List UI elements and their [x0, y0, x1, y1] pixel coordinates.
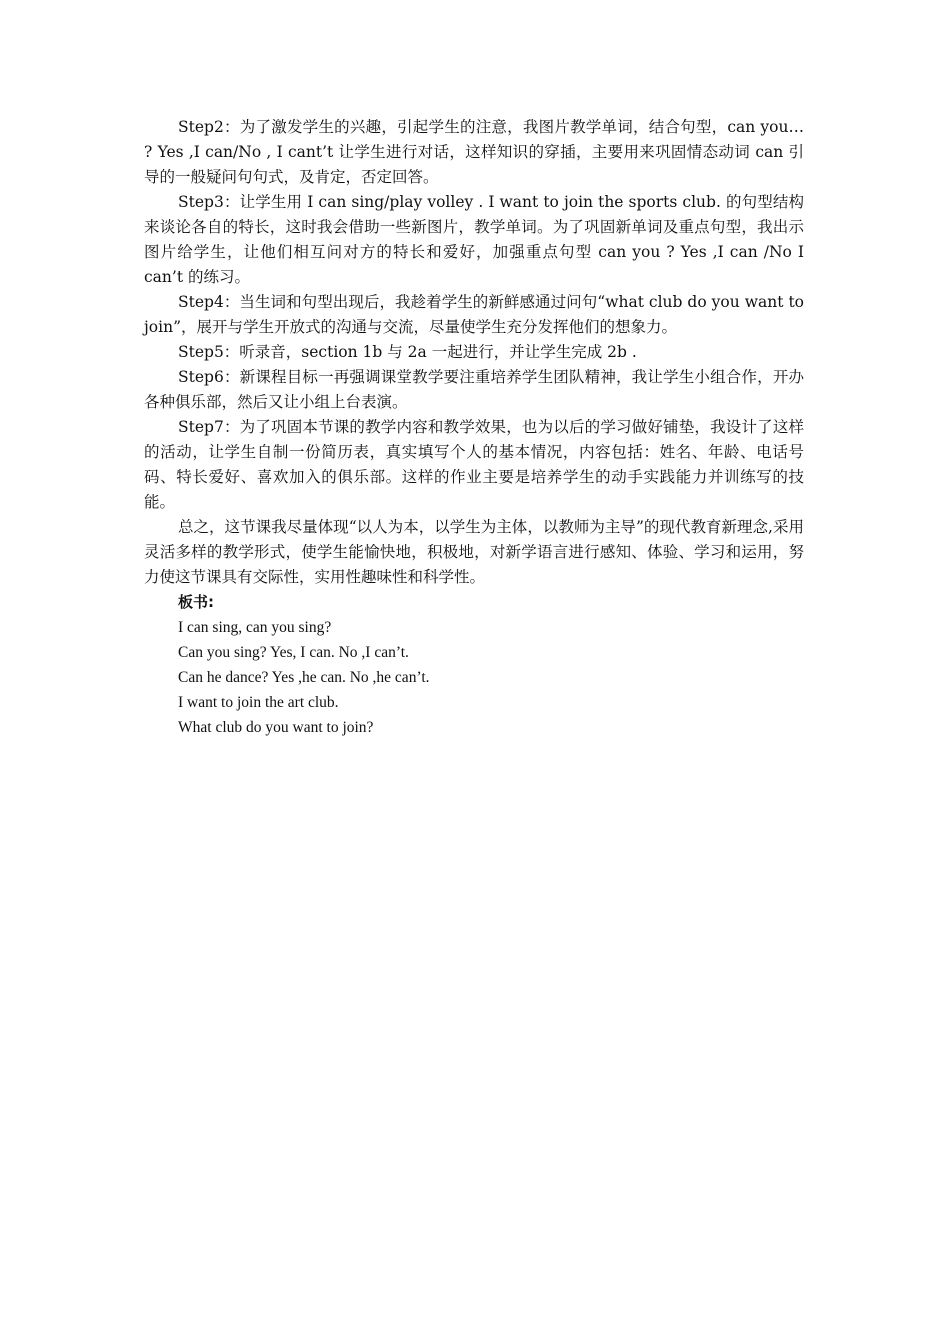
- board-line: I can sing, can you sing?: [178, 619, 332, 636]
- paragraph-step6: Step6：新课程目标一再强调课堂教学要注重培养学生团队精神，我让学生小组合作，开办各种俱乐部，然后又让小组上台表演。: [144, 368, 804, 411]
- board-heading: 板书:: [178, 593, 214, 611]
- paragraph-step3: Step3：让学生用 I can sing/play volley . I want to join the sports club. 的句型结构来谈论各自的特长，这时我会借助一些新图片，教学单词。为了巩固新单词及重点句型，我出示图片给学生，让他们相互问对方的特长和爱好，加强重点句型 can you ? Yes ,I can /No I can’t 的练习。: [144, 193, 804, 286]
- board-line: Can you sing? Yes, I can. No ,I can’t.: [178, 644, 409, 661]
- paragraph-step7: Step7：为了巩固本节课的教学内容和教学效果，也为以后的学习做好铺垫，我设计了这样的活动，让学生自制一份简历表，真实填写个人的基本情况，内容包括：姓名、年龄、电话号码、特长爱好、喜欢加入的俱乐部。这样的作业主要是培养学生的动手实践能力并训练写的技能。: [144, 418, 804, 511]
- paragraph-summary: 总之，这节课我尽量体现“以人为本，以学生为主体，以教师为主导”的现代教育新理念,采用灵活多样的教学形式，使学生能愉快地，积极地，对新学语言进行感知、体验、学习和运用，努力使这节课具有交际性，实用性趣味性和科学性。: [144, 518, 804, 586]
- paragraph-step2: Step2：为了激发学生的兴趣，引起学生的注意，我图片教学单词，结合句型，can you… ? Yes ,I can/No , I cant’t 让学生进行对话，这样知识的穿插，主要用来巩固情态动词 can 引导的一般疑问句句式，及肯定，否定回答。: [144, 118, 804, 186]
- document-body: [144, 115, 804, 740]
- paragraph-step4: Step4：当生词和句型出现后，我趁着学生的新鲜感通过问句“what club do you want to join”，展开与学生开放式的沟通与交流，尽量使学生充分发挥他们的想象力。: [144, 293, 804, 336]
- board-line: I want to join the art club.: [178, 694, 339, 711]
- board-line: Can he dance? Yes ,he can. No ,he can’t.: [178, 669, 430, 686]
- board-line: What club do you want to join?: [178, 719, 374, 736]
- paragraph-step5: Step5：听录音，section 1b 与 2a 一起进行，并让学生完成 2b .: [178, 343, 637, 361]
